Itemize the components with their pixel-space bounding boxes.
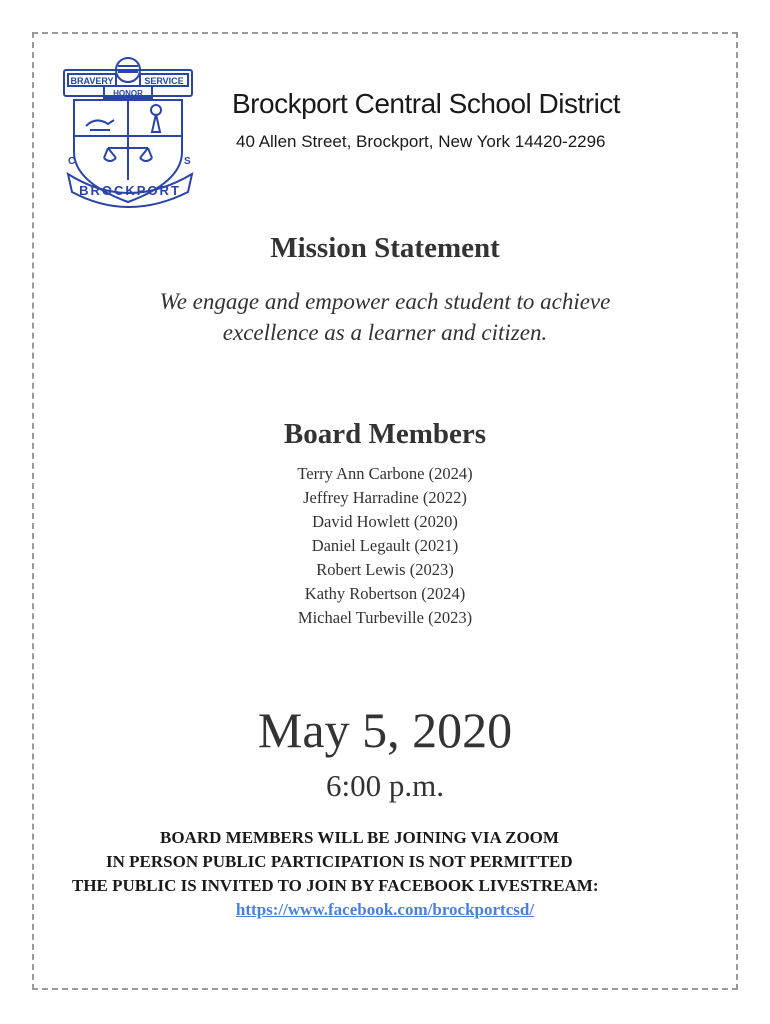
meeting-date: May 5, 2020 bbox=[257, 702, 513, 758]
mission-statement bbox=[0, 286, 770, 348]
mission-heading: Mission Statement bbox=[270, 232, 500, 264]
board-heading: Board Members bbox=[283, 418, 487, 450]
notice-line-1: BOARD MEMBERS WILL BE JOINING VIA ZOOM bbox=[160, 828, 559, 847]
district-crest-logo bbox=[60, 52, 200, 212]
crest-text-bottom: BROCKPORT bbox=[79, 183, 181, 198]
facebook-livestream-link[interactable]: https://www.facebook.com/brockportcsd/ bbox=[235, 900, 535, 919]
notice-line-3: THE PUBLIC IS INVITED TO JOIN BY FACEBOOK LIVESTREAM: bbox=[72, 876, 599, 895]
crest-text-center: HONOR bbox=[113, 89, 143, 98]
crest-text-right: SERVICE bbox=[144, 76, 184, 86]
notice-line-2: IN PERSON PUBLIC PARTICIPATION IS NOT PERMITTED bbox=[106, 852, 573, 871]
board-member: Robert Lewis (2023) bbox=[316, 560, 454, 579]
board-member: Jeffrey Harradine (2022) bbox=[303, 488, 467, 507]
mission-line-1: We engage and empower each student to achieve bbox=[159, 289, 611, 314]
board-member-list bbox=[0, 462, 770, 630]
board-member: Daniel Legault (2021) bbox=[311, 536, 459, 555]
board-member: David Howlett (2020) bbox=[312, 512, 458, 531]
board-member: Michael Turbeville (2023) bbox=[297, 608, 473, 627]
district-address: 40 Allen Street, Brockport, New York 14420-2296 bbox=[236, 132, 606, 151]
district-name: Brockport Central School District bbox=[232, 88, 621, 119]
meeting-time: 6:00 p.m. bbox=[326, 768, 444, 803]
board-member: Terry Ann Carbone (2024) bbox=[297, 464, 473, 483]
crest-text-left: BRAVERY bbox=[70, 76, 114, 86]
crest-text-side-left: C bbox=[68, 156, 76, 167]
mission-line-2: excellence as a learner and citizen. bbox=[222, 320, 548, 345]
crest-text-side-right: S bbox=[184, 156, 191, 167]
board-member: Kathy Robertson (2024) bbox=[304, 584, 466, 603]
